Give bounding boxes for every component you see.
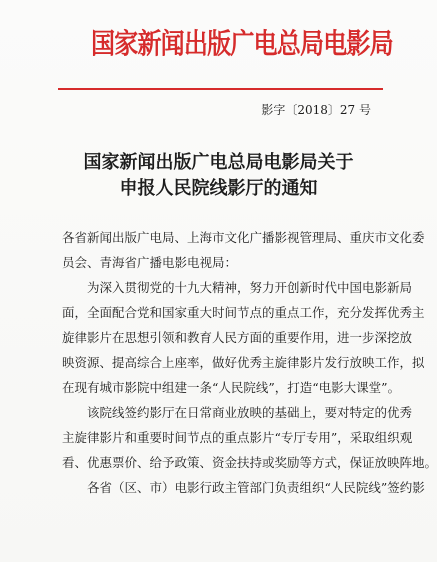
paragraph-line: 旋律影片在思想引领和教育人民方面的重要作用，进一步深挖放	[62, 330, 413, 345]
paragraph-line: 映资源、提高综合上座率，做好优秀主旋律影片发行放映工作，拟	[62, 355, 425, 370]
notice-title	[50, 150, 387, 202]
document-body	[62, 225, 437, 500]
paragraph-line: 该院线签约影厅在日常商业放映的基础上，要对特定的优秀	[87, 405, 413, 420]
title-line: 申报人民院线影厅的通知	[119, 178, 318, 199]
paragraph-line: 面，全面配合党和国家重大时间节点的重点工作，充分发挥优秀主	[62, 305, 425, 320]
title-line: 国家新闻出版广电总局电影局关于	[83, 152, 354, 173]
paragraph-line: 各省（区、市）电影行政主管部门负责组织“人民院线”签约影	[87, 480, 425, 495]
document-number: 影字〔2018〕27 号	[261, 103, 371, 117]
agency-header: 国家新闻出版广电总局电影局	[91, 27, 393, 60]
paragraph-line: 在现有城市影院中组建一条“人民院线”，打造“电影大课堂”。	[62, 380, 401, 395]
paragraph-line: 看、优惠票价、给予政策、资金扶持或奖励等方式，保证放映阵地。	[62, 455, 437, 470]
addressee-line: 各省新闻出版广电局、上海市文化广播影视管理局、重庆市文化委	[62, 230, 425, 245]
paragraph-line: 主旋律影片和重要时间节点的重点影片“专厅专用”，采取组织观	[62, 430, 413, 445]
addressee-line: 员会、青海省广播电影电视局：	[62, 255, 238, 270]
red-rule	[58, 88, 383, 90]
paragraph-line: 为深入贯彻党的十九大精神，努力开创新时代中国电影新局	[87, 280, 413, 295]
